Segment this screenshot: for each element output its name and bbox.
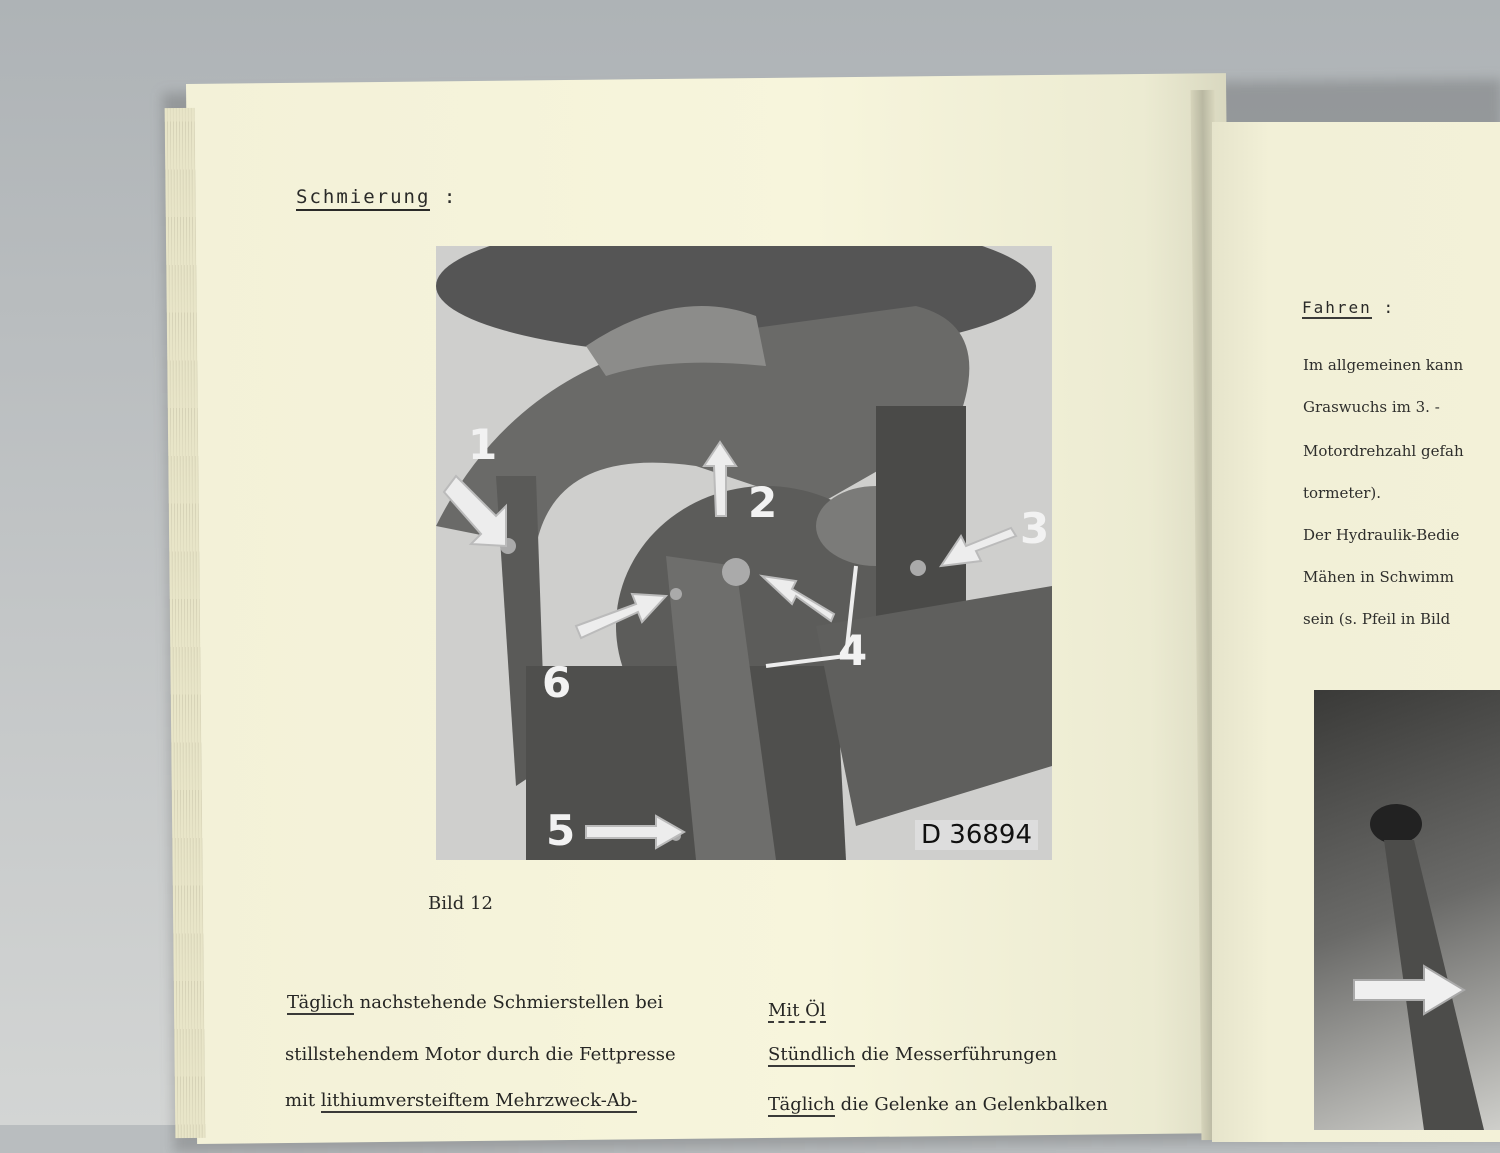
figure-caption: Bild 12 <box>428 893 493 914</box>
right-line-5: Der Hydraulik-Bedie <box>1303 526 1460 544</box>
machine-photo <box>436 246 1052 860</box>
col2-line2-rest: die Messerführungen <box>861 1044 1058 1065</box>
right-line-3: Motordrehzahl gefah <box>1303 442 1464 460</box>
marker-6: 6 <box>542 658 572 707</box>
col2-line3-underlined: Täglich <box>768 1094 835 1115</box>
right-line-2: Graswuchs im 3. - <box>1303 398 1440 416</box>
right-line-6: Mähen in Schwimm <box>1303 568 1454 586</box>
right-line-4: tormeter). <box>1303 484 1382 502</box>
right-heading <box>1302 298 1395 317</box>
marker-2: 2 <box>748 478 778 527</box>
marker-1: 1 <box>468 420 498 469</box>
col2-line1-underlined: Mit Öl <box>768 1000 826 1021</box>
right-line-7: sein (s. Pfeil in Bild <box>1303 610 1451 628</box>
photo-code: D 36894 <box>915 820 1038 850</box>
col1-line1-underlined: Täglich <box>287 992 354 1013</box>
heading-text: Schmierung <box>296 186 430 211</box>
col2-line2-underlined: Stündlich <box>768 1044 856 1065</box>
right-photo <box>1314 690 1500 1130</box>
col1-line3-underlined: lithiumversteiftem Mehrzweck-Ab- <box>320 1090 638 1111</box>
heading-colon: : <box>443 186 458 208</box>
col2-line2 <box>768 1044 1057 1065</box>
col1-line1 <box>287 992 663 1013</box>
right-line-1: Im allgemeinen kann <box>1303 356 1464 374</box>
right-photo-illustration <box>1314 690 1500 1130</box>
section-heading <box>296 186 457 208</box>
col1-line1-rest: nachstehende Schmierstellen bei <box>359 992 664 1013</box>
right-heading-colon: : <box>1383 298 1396 317</box>
marker-3: 3 <box>1020 504 1050 553</box>
right-heading-text: Fahren <box>1302 298 1372 317</box>
col1-line3 <box>285 1090 637 1111</box>
marker-4: 4 <box>838 626 868 675</box>
machine-illustration <box>436 246 1052 860</box>
col1-line2: stillstehendem Motor durch die Fettpresse <box>285 1044 676 1065</box>
col2-line1 <box>768 1000 826 1021</box>
col1-line3-start: mit <box>285 1090 316 1111</box>
marker-5: 5 <box>546 806 576 855</box>
col2-line3-rest: die Gelenke an Gelenkbalken <box>840 1094 1108 1115</box>
col2-line3 <box>768 1094 1108 1115</box>
